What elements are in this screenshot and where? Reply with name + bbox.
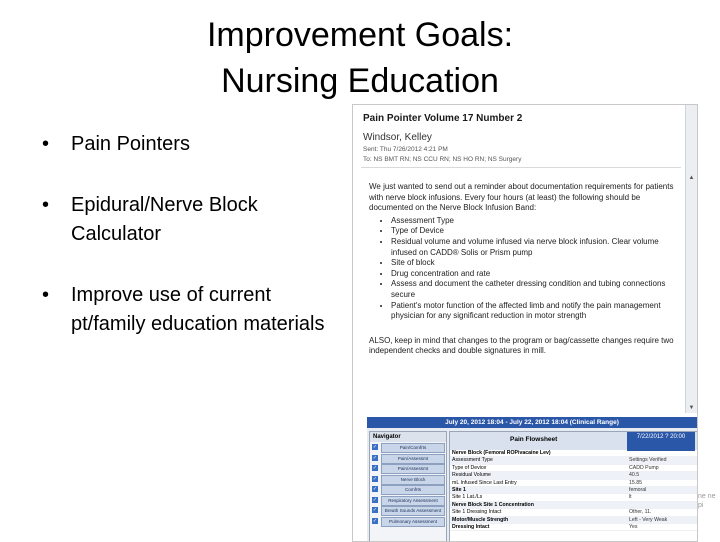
row-value: 40.5 <box>629 472 640 479</box>
table-row[interactable] <box>450 487 698 494</box>
bullet-text: Epidural/Nerve Block Calculator <box>71 194 258 245</box>
row-label: Residual Volume <box>452 472 491 479</box>
navigator-item[interactable] <box>370 474 446 485</box>
email-body <box>369 182 679 357</box>
email-intro: We just wanted to send out a reminder about documentation requirements for patients with nerve block infusions. Every four hours (at least) the following should be documented on the Nerve Block Infusion Band: <box>369 182 674 213</box>
slide-title <box>150 12 570 104</box>
requirement-list <box>369 216 679 322</box>
bullet-item <box>42 191 342 249</box>
table-row[interactable] <box>450 524 698 531</box>
navigator-button[interactable]: Pain/Comfrts <box>381 443 445 453</box>
row-label: Assessment Type <box>452 457 493 464</box>
title-line-1: Improvement Goals: <box>206 16 514 54</box>
row-value: lt <box>629 494 632 501</box>
table-row[interactable] <box>450 480 698 487</box>
navigator-item[interactable] <box>370 484 446 495</box>
navigator-button[interactable]: Respiratory Assessment <box>381 496 445 506</box>
to-label: To: <box>363 156 372 163</box>
bullet-dot: • <box>42 284 50 306</box>
bullet-text: Pain Pointers <box>71 133 190 155</box>
table-row[interactable] <box>450 509 698 516</box>
to-value: NS BMT RN; NS CCU RN; NS HO RN; NS Surgery <box>373 156 522 163</box>
bullet-dot: • <box>42 133 50 155</box>
row-value: Yes <box>629 523 638 530</box>
flowsheet-panel <box>367 417 697 541</box>
row-label: Site 1 Lat./Ls <box>452 494 483 501</box>
sent-value: Thu 7/26/2012 4:21 PM <box>379 146 448 153</box>
navigator-button[interactable]: Breath Sounds Assessment <box>381 506 445 516</box>
table-row[interactable] <box>450 457 698 464</box>
navigator-button[interactable]: Pain/Assessmt <box>381 464 445 474</box>
row-label: Site 1 <box>452 486 466 493</box>
bullet-text: Improve use of current pt/family education materials <box>71 284 325 335</box>
pain-flowsheet-grid <box>449 431 698 542</box>
table-row[interactable] <box>450 472 698 479</box>
navigator-button[interactable]: Comfrts <box>381 485 445 495</box>
navigator-item[interactable] <box>370 442 446 453</box>
checkbox-icon[interactable]: ✓ <box>372 454 378 461</box>
row-label: Dressing Intact <box>452 523 490 530</box>
row-label: Nerve Block (Femoral ROPivacaine Lev) <box>452 450 551 456</box>
checkbox-icon[interactable]: ✓ <box>372 486 378 492</box>
row-label: Type of Device <box>452 464 487 471</box>
checkbox-icon[interactable]: ✓ <box>372 517 378 524</box>
email-scrollbar[interactable] <box>685 105 697 413</box>
navigator-button[interactable]: Pain/Assessmt <box>381 454 445 464</box>
scroll-up-icon[interactable]: ▲ <box>688 175 695 181</box>
email-message <box>353 105 685 413</box>
navigator-item[interactable] <box>370 516 446 527</box>
grid-title: Pain Flowsheet <box>510 436 558 443</box>
grid-date-column[interactable]: 7/22/2012 ? 20:00 <box>627 432 695 451</box>
email-screenshot <box>352 104 698 542</box>
email-sent-line <box>363 146 448 153</box>
bullet-dot: • <box>42 194 50 216</box>
requirement-item: • Residual volume and volume infused via nerve block infusion. Clear volume infused on CADD® Solis or Prism pump <box>391 237 679 258</box>
table-row[interactable] <box>450 517 698 524</box>
bullet-item <box>42 281 342 339</box>
requirement-item: • Drug concentration and rate <box>391 269 679 280</box>
checkbox-icon[interactable]: ✓ <box>372 496 378 503</box>
bullet-item <box>42 130 342 159</box>
navigator-panel <box>369 431 447 542</box>
email-to-line <box>363 156 521 163</box>
row-value: 15.85 <box>629 479 642 486</box>
requirement-item: • Patient's motor function of the affected limb and notify the pain management physician for any significant reduction in motor strength <box>391 301 679 322</box>
requirement-item: • Site of block <box>391 258 679 269</box>
navigator-item[interactable] <box>370 505 446 516</box>
row-label: Motor/Muscle Strength <box>452 516 509 523</box>
bullet-list <box>42 130 342 371</box>
checkbox-icon[interactable]: ✓ <box>372 444 378 450</box>
row-value: CADD Pump <box>629 464 659 471</box>
email-also-note: ALSO, keep in mind that changes to the program or bag/cassette changes require two independent checks and double signatures in mill. <box>369 335 674 356</box>
row-value: Left - Very Weak <box>629 516 668 523</box>
title-line-2: Nursing Education <box>221 62 499 100</box>
edge-logo-text: ne ne pi <box>698 493 716 509</box>
header-divider <box>361 167 681 168</box>
scroll-down-icon[interactable]: ▼ <box>688 405 695 411</box>
navigator-button[interactable]: Pulmonary Assessment <box>381 517 445 527</box>
checkbox-icon[interactable]: ✓ <box>372 475 378 482</box>
requirement-item: • Assess and document the catheter dressing condition and tubing connections secure <box>391 279 679 300</box>
navigator-button[interactable]: Nerve Block <box>381 475 445 485</box>
navigator-item[interactable] <box>370 453 446 464</box>
row-value: Settings Verified <box>629 457 667 464</box>
navigator-item[interactable] <box>370 495 446 506</box>
navigator-title: Navigator <box>370 432 446 442</box>
requirement-item: • Assessment Type <box>391 216 679 227</box>
row-value: Other, 11. <box>629 509 652 516</box>
checkbox-icon[interactable]: ✓ <box>372 465 378 471</box>
grid-header <box>450 432 698 450</box>
navigator-item[interactable] <box>370 463 446 474</box>
table-row[interactable] <box>450 450 698 457</box>
row-label: Nerve Block Site 1 Concentration <box>452 501 534 508</box>
checkbox-icon[interactable]: ✓ <box>372 507 378 513</box>
requirement-item: • Type of Device <box>391 226 679 237</box>
row-label: Site 1 Dressing Intact <box>452 509 502 516</box>
row-label: mL Infused Since Last Entry <box>452 479 517 486</box>
email-subject: Pain Pointer Volume 17 Number 2 <box>363 113 523 124</box>
sent-label: Sent: <box>363 146 379 153</box>
table-row[interactable] <box>450 502 698 509</box>
date-range-bar[interactable]: July 20, 2012 18:04 - July 22, 2012 18:04 (Clinical Range) <box>367 417 697 428</box>
email-sender: Windsor, Kelley <box>363 132 432 143</box>
table-row[interactable] <box>450 465 698 472</box>
grid-rows <box>450 450 698 531</box>
row-value: femoral <box>629 486 647 493</box>
table-row[interactable] <box>450 494 698 501</box>
